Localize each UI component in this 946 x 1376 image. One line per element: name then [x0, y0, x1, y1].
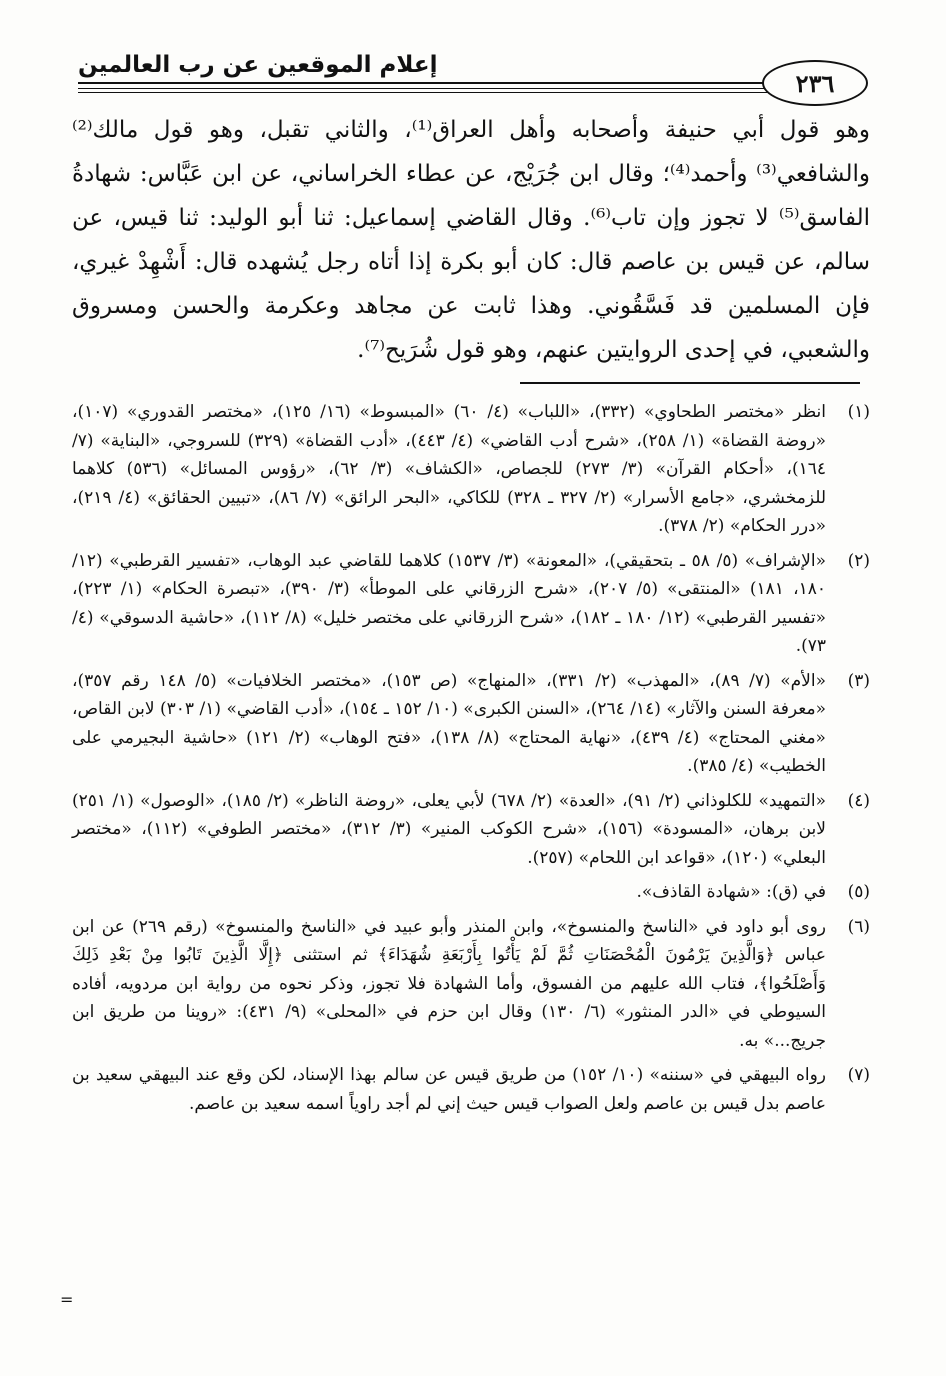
footnote-number: (٣) — [847, 670, 870, 691]
footnote-number: (٦) — [847, 916, 870, 937]
footnote — [72, 667, 870, 781]
footnote — [72, 878, 870, 907]
footnote-text: «الإشراف» (٥/ ٥٨ ـ بتحقيقي)، «المعونة» (٣/ ١٥٣٧) كلاهما للقاضي عبد الوهاب، «تفسير القرطبي» (١٢/ ١٨٠، ١٨١) «المنتقى» (٥/ ٢٠٧)، «شرح الزرقاني على الموطأ» (٣/ ٣٩٠)، «تبصرة الحكام» (١/ ٢٢٣)، «تفسير القرطبي» (١٢/ ١٨٠ ـ ١٨٢)، «شرح الزرقاني على مختصر خليل» (٨/ ١١٢)، «حاشية الدسوقي» (٤/ ٧٣). — [72, 550, 826, 656]
page-header — [78, 52, 868, 102]
footnote-number: (١) — [847, 402, 870, 422]
footnote-text: رواه البيهقي في «سننه» (١٠/ ١٥٢) من طريق قيس عن سالم بهذا الإسناد، لكن وقع عند البيهقي سعيد بن عاصم بدل قيس بن عاصم ولعل الصواب قيس حيث إني لم أجد راوياً اسمه سعيد بن عاصم. — [72, 1065, 826, 1114]
footnote-number: (٤) — [847, 790, 870, 811]
footnote-number: (٥) — [847, 882, 870, 902]
footnote-number: (٢) — [847, 550, 870, 571]
header-rule — [78, 88, 808, 89]
footnote-text: «الأم» (٧/ ٨٩)، «المهذب» (٢/ ٣٣١)، «المنهاج» (ص ١٥٣)، «مختصر الخلافيات» (٥/ ١٤٨ رقم ٣٥٧)، «معرفة السنن والآثار» (١٤/ ٢٦٤)، «السنن الكبرى» (١٠/ ١٥٢ ـ ١٥٤)، «أدب القاضي» (١/ ٣٠٣) لابن القاص، «مغني المحتاج» (٤/ ٤٣٩)، «نهاية المحتاج» (٨/ ١٣٨)، «فتح الوهاب» (٢/ ١٢١) «حاشية البجيرمي على الخطيب» (٤/ ٣٨٥). — [72, 670, 826, 776]
continuation-mark: = — [60, 1290, 74, 1309]
footnote-number: (٧) — [847, 1065, 870, 1085]
footnote-text: روى أبو داود في «الناسخ والمنسوخ»، وابن المنذر وأبو عبيد في «الناسخ والمنسوخ» (رقم ٢٦٩) عن ابن عباس ﴿وَالَّذِينَ يَرْمُونَ الْمُحْصَنَاتِ ثُمَّ لَمْ يَأْتُوا بِأَرْبَعَةِ شُهَدَاءَ﴾ ثم استثنى ﴿إِلَّا الَّذِينَ تَابُوا مِنْ بَعْدِ ذَلِكَ وَأَصْلَحُوا﴾، فتاب الله عليهم من الفسوق، وأما الشهادة فلا تجوز، وذكر نحوه من رواية ابن مردويه، أفاده السيوطي في «الدر المنثور» (٦/ ١٣٠) وقال ابن حزم في «المحلى» (٩/ ٤٣١): «روينا من طريق ابن جريج...» به. — [72, 916, 827, 1051]
header-rule — [78, 92, 808, 93]
page-number: ٢٣٦ — [762, 60, 868, 106]
footnote — [72, 1061, 870, 1118]
footnote — [72, 913, 870, 1056]
footnote-text: في (ق): «شهادة القاذف». — [636, 882, 826, 902]
footnote — [72, 398, 870, 541]
main-text — [72, 108, 870, 372]
footnotes — [72, 398, 870, 1124]
book-title: إعلام الموقعين عن رب العالمين — [78, 52, 438, 78]
footnote — [72, 547, 870, 661]
footnote-text: انظر «مختصر الطحاوي» (٣٣٢)، «اللباب» (٤/ ٦٠) «المبسوط» (١٦/ ١٢٥)، «مختصر القدوري» (١٠٧)، «روضة القضاة» (١/ ٢٥٨)، «شرح أدب القاضي» (٤/ ٤٤٣)، «أدب القضاة» (٣٢٩) للسروجي، «البناية» (٧/ ١٦٤)، «أحكام القرآن» (٣/ ٢٧٣) للجصاص، «الكشاف» (٣/ ٦٢)، «رؤوس المسائل» (٥٣٦) كلاهما للزمخشري، «جامع الأسرار» (٢/ ٣٢٧ ـ ٣٢٨) للكاكي، «البحر الرائق» (٧/ ٨٦)، «تبيين الحقائق» (٤/ ٢١٩)، «درر الحكام» (٢/ ٣٧٨). — [72, 402, 827, 536]
main-paragraph: وهو قول أبي حنيفة وأصحابه وأهل العراق⁽¹⁾، والثاني تقبل، وهو قول مالك⁽²⁾ والشافعي⁽³⁾ وأحمد⁽⁴⁾؛ وقال ابن جُرَيْج، عن عطاء الخراساني، عن ابن عَبَّاس: شهادةُ الفاسق⁽⁵⁾ لا تجوز وإن تاب⁽⁶⁾. وقال القاضي إسماعيل: ثنا أبو الوليد: ثنا قيس، عن سالم، عن قيس بن عاصم قال: كان أبو بكرة إذا أتاه رجل يُشهده قال: أَشْهِدْ غيري، فإن المسلمين قد فَسَّقُوني. وهذا ثابت عن مجاهد وعكرمة والحسن ومسروق والشعبي، في إحدى الروايتين عنهم، وهو قول شُرَيح⁽⁷⁾. — [72, 117, 870, 363]
header-rule — [78, 82, 808, 84]
footnote-separator — [520, 382, 860, 384]
footnote — [72, 787, 870, 873]
footnote-text: «التمهيد» للكلوذاني (٢/ ٩١)، «العدة» (٢/ ٦٧٨) لأبي يعلى، «روضة الناظر» (٢/ ١٨٥)، «الوصول» (١/ ٢٥١) لابن برهان، «المسودة» (١٥٦)، «شرح الكوكب المنير» (٣/ ٣١٢)، «مختصر الطوفي» (١١٢)، «مختصر البعلي» (١٢٠)، «قواعد ابن اللحام» (٢٥٧). — [72, 790, 827, 868]
